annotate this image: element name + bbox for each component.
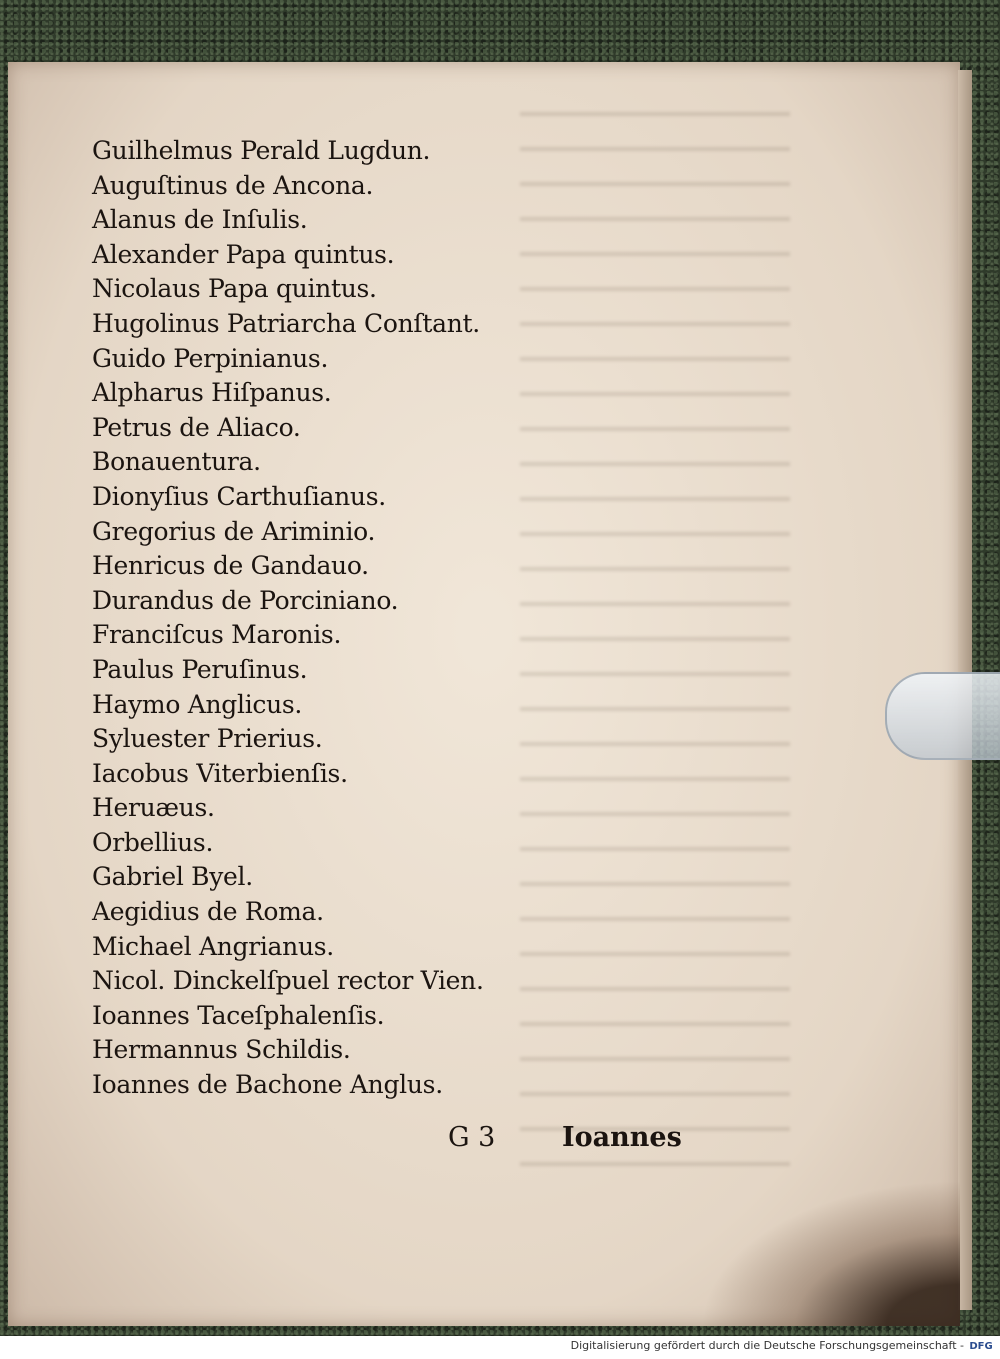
credit-bar xyxy=(0,1336,1000,1359)
author-entry: Orbellius. xyxy=(92,827,214,857)
author-entry: Henricus de Gandauo. xyxy=(92,551,369,581)
author-entry: Gabriel Byel. xyxy=(92,862,253,892)
author-entry: Nicol. Dinckelſpuel rector Vien. xyxy=(92,966,484,996)
author-entry: Hugolinus Patriarcha Conſtant. xyxy=(92,308,480,338)
author-list xyxy=(92,134,484,1103)
author-entry: Heruæus. xyxy=(92,793,215,823)
author-entry: Nicolaus Papa quintus. xyxy=(92,274,377,304)
author-entry: Ioannes de Bachone Anglus. xyxy=(92,1070,443,1100)
catchword: Ioannes xyxy=(562,1122,682,1153)
author-entry: Aegidius de Roma. xyxy=(92,897,324,927)
dfg-logo-icon: DFG xyxy=(969,1341,993,1352)
author-entry: Guilhelmus Perald Lugdun. xyxy=(92,136,431,165)
author-entry: Dionyſius Carthuſianus. xyxy=(92,481,386,511)
author-entry: Ioannes Taceſphalenſis. xyxy=(92,1000,385,1030)
author-entry: Alanus de Inſulis. xyxy=(92,205,308,235)
author-entry: Paulus Peruſinus. xyxy=(92,654,308,684)
author-entry: Auguſtinus de Ancona. xyxy=(92,170,374,200)
author-entry: Franciſcus Maronis. xyxy=(92,620,342,650)
page-stain xyxy=(700,1180,960,1326)
funding-credit: Digitalisierung gefördert durch die Deutsche Forschungsgemeinschaft - xyxy=(570,1339,964,1352)
author-entry: Iacobus Viterbienſis. xyxy=(92,758,348,788)
author-entry: Petrus de Aliaco. xyxy=(92,412,301,442)
author-entry: Gregorius de Ariminio. xyxy=(92,516,376,546)
author-entry: Alexander Papa quintus. xyxy=(92,239,395,269)
page-clip xyxy=(885,672,1000,760)
show-through-text xyxy=(520,90,790,1170)
author-entry: Alpharus Hiſpanus. xyxy=(92,378,332,408)
author-entry: Syluester Prierius. xyxy=(92,724,323,754)
author-entry: Durandus de Porciniano. xyxy=(92,585,399,615)
author-entry: Guido Perpinianus. xyxy=(92,343,329,373)
author-entry: Haymo Anglicus. xyxy=(92,689,303,719)
author-entry: Bonauentura. xyxy=(92,447,261,477)
author-entry: Hermannus Schildis. xyxy=(92,1035,351,1065)
signature-mark: G 3 xyxy=(448,1122,496,1153)
author-entry: Michael Angrianus. xyxy=(92,931,334,961)
